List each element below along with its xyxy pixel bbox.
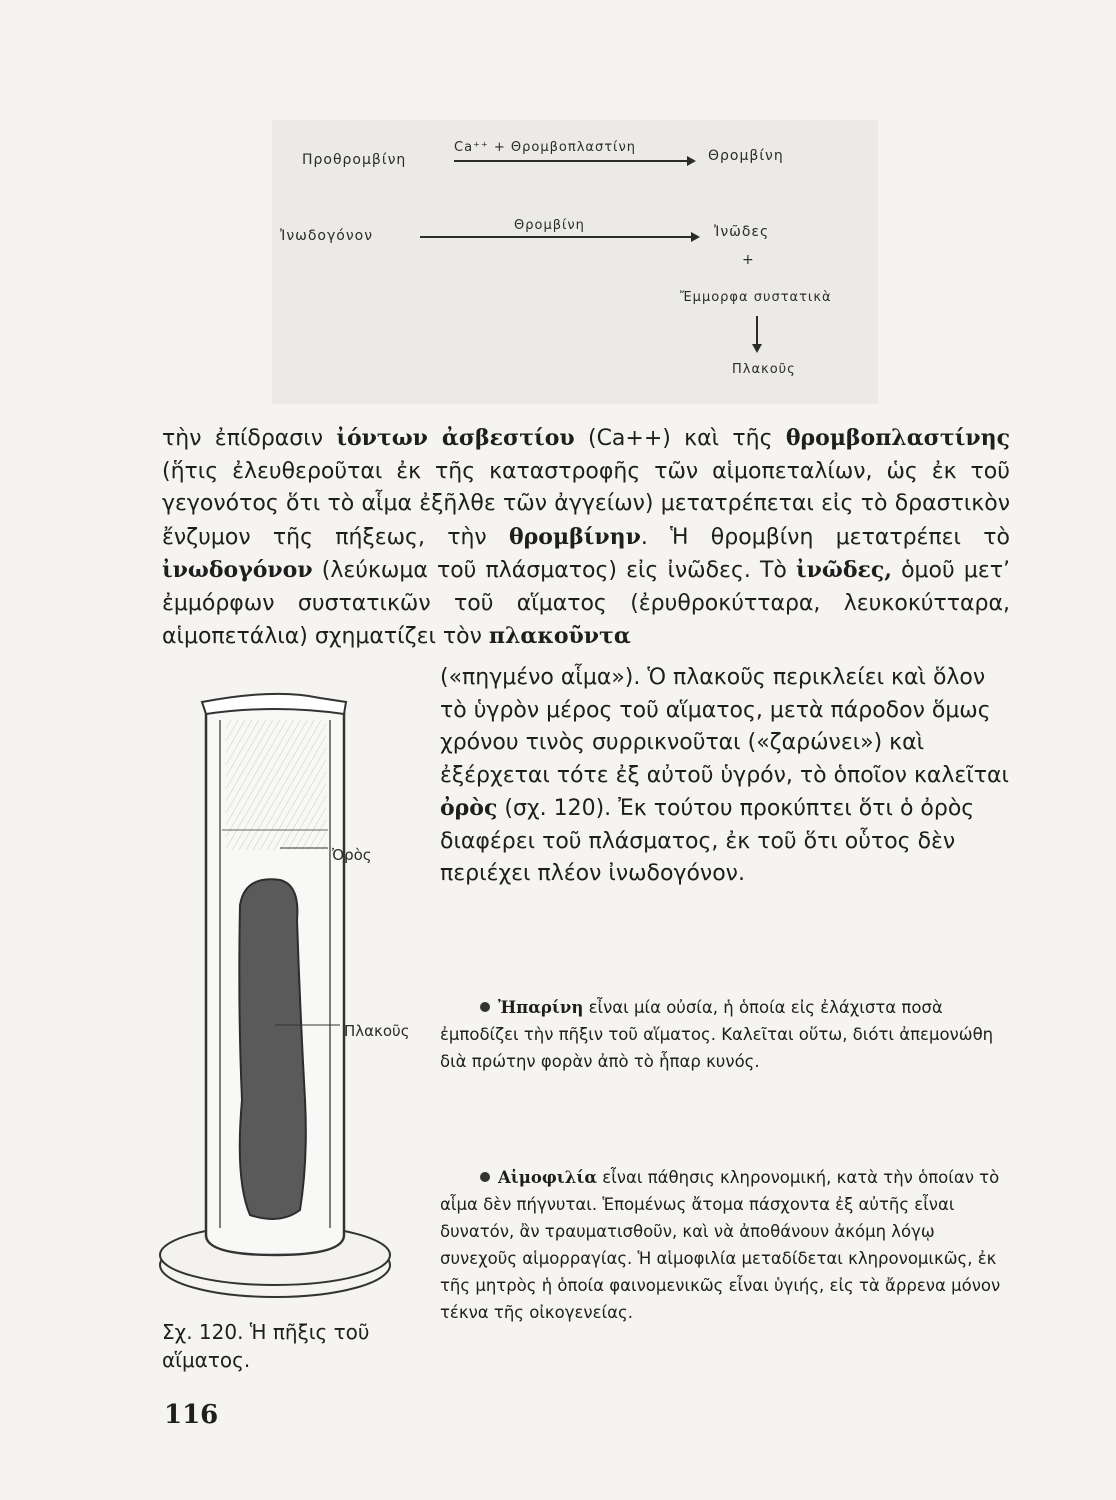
text-run: (ἥτις ἐλευθεροῦται ἐκ τῆς καταστροφῆς τῶν αἱμοπεταλίων, ὡς ἐκ τοῦ γεγονότος ὅτι τὸ αἷμα ἐξῆλθε τῶν ἀγγείων) μετατρέπεται εἰς τὸ δραστικὸν ἔνζυμον τῆς πήξεως, τὴν: [162, 458, 1010, 550]
term-serum: ὀρὸς: [440, 795, 498, 821]
coagulation-scheme: [272, 120, 878, 404]
label-clot: Πλακοῦς: [344, 1022, 410, 1040]
term-calcium-ions: ἰόντων ἀσβεστίου: [336, 425, 575, 451]
text-run: («πηγμένο αἷμα»). Ὁ πλακοῦς περικλείει καὶ ὅλον τὸ ὑγρὸν μέρος τοῦ αἵματος, μετὰ πάροδον ὅμως χρόνου τινὸς συρρικνοῦται («ζαρώνει») καὶ ἐξέρχεται τότε ἐξ αὐτοῦ ὑγρόν, τὸ ὁποῖον καλεῖται: [440, 665, 1009, 788]
term-hemophilia: Αἱμοφιλία: [498, 1168, 598, 1187]
scheme-fibrinogen: Ἰνωδογόνον: [280, 228, 374, 244]
scheme-thrombin-agent: Θρομβίνη: [514, 218, 585, 233]
continuation-paragraph: [440, 662, 1012, 891]
text-run: τὴν ἐπίδρασιν: [162, 426, 337, 451]
scheme-prothrombin: Προθρομβίνη: [302, 152, 407, 168]
main-paragraph: [162, 422, 1010, 654]
text-run: (σχ. 120). Ἐκ τούτου προκύπτει ὅτι ὁ ὀρὸς διαφέρει τοῦ πλάσματος, ἐκ τοῦ ὅτι οὗτος δὲν περιέχει πλέον ἰνωδογόνον.: [440, 796, 975, 886]
term-heparin: Ἠπαρίνη: [498, 998, 584, 1017]
note-hemophilia: [440, 1164, 1012, 1326]
cylinder-figure: [150, 680, 440, 1320]
scheme-reaction-agents: Ca⁺⁺ + Θρομβοπλαστίνη: [454, 140, 636, 155]
term-fibrinogen: ἰνωδογόνον: [162, 557, 313, 583]
scheme-down-arrow: [756, 316, 758, 350]
label-serum: Ὀρὸς: [332, 846, 372, 864]
note-heparin: [440, 994, 1012, 1075]
page-number: 116: [164, 1400, 219, 1430]
caption-text: Σχ. 120. Ἡ πῆξις τοῦ αἵματος.: [162, 1320, 370, 1372]
term-clot: πλακοῦντα: [488, 623, 631, 649]
scheme-thrombin: Θρομβίνη: [708, 148, 784, 164]
text-run: (Ca++) καὶ τῆς: [574, 426, 786, 451]
scheme-plus: +: [742, 252, 755, 268]
scheme-clot: Πλακοῦς: [732, 362, 796, 377]
term-fibrin: ἰνῶδες,: [796, 557, 892, 583]
bullet-icon: [480, 1172, 490, 1182]
scheme-formed-elements: Ἔμμορφα συστατικὰ: [680, 290, 832, 305]
term-thrombin: θρομβίνην: [509, 523, 641, 550]
scheme-arrow-1: [454, 160, 694, 162]
figure-caption: [162, 1318, 412, 1374]
text-run: . Ἡ θρομβίνη μετατρέπει τὸ: [640, 524, 1010, 550]
text-run: εἶναι πάθησις κληρονομική, κατὰ τὴν ὁποίαν τὸ αἷμα δὲν πήγνυται. Ἑπομένως ἄτομα πάσχοντα ἐξ αὐτῆς εἶναι δυνατόν, ἂν τραυματισθοῦν, καὶ νὰ ἀποθάνουν ἀκόμη λόγῳ συνεχοῦς αἱμορραγίας. Ἡ αἱμοφιλία μεταδίδεται κληρονομικῶς, ἐκ τῆς μητρὸς ἡ ὁποία φαινομενικῶς εἶναι ὑγιής, εἰς τὰ ἄρρενα μόνον τέκνα τῆς οἰκογενείας.: [440, 1168, 1001, 1322]
scheme-fibrin: Ἰνῶδες: [714, 224, 770, 240]
term-thromboplastin: θρομβοπλαστίνης: [785, 425, 1010, 451]
scheme-arrow-2: [420, 236, 698, 238]
text-run: ὁμοῦ μετ’ ἐμμόρφων συστατικῶν τοῦ αἵματος (ἐρυθροκύτταρα, λευκοκύτταρα, αἱμοπετάλια) σχηματίζει τὸν: [162, 558, 1010, 649]
cylinder-rim: [202, 694, 346, 714]
text-run: (λεύκωμα τοῦ πλάσματος) εἰς ἰνῶδες. Τὸ: [312, 558, 796, 583]
text-run: εἶναι μία οὐσία, ἡ ὁποία εἰς ἐλάχιστα ποσὰ ἐμποδίζει τὴν πῆξιν τοῦ αἵματος. Καλεῖται οὕτω, διότι ἀπεμονώθη διὰ πρώτην φορὰν ἀπὸ τὸ ἧπαρ κυνός.: [440, 998, 994, 1071]
bullet-icon: [480, 1002, 490, 1012]
blood-clot: [239, 879, 305, 1219]
